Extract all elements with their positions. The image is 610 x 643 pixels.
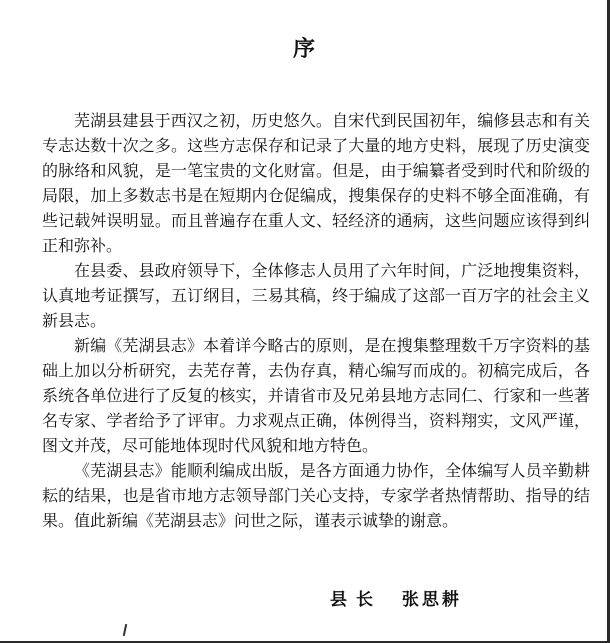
paragraph-2: 在县委、县政府领导下，全体修志人员用了六年时间，广泛地搜集资料，认真地考证撰写，五订纲目，三易其稿，终于编成了这部一百万字的社会主义新县志。 — [42, 261, 590, 330]
signature-name: 张思耕 — [401, 590, 462, 610]
signature-role: 县长 — [330, 590, 382, 610]
paragraph-1: 芜湖县建县于西汉之初，历史悠久。自宋代到民国初年，编修县志和有关专志达数十次之多。这些方志保存和记录了大量的地方史料，展现了历史演变的脉络和风貌，是一笔宝贵的文化财富。但是，由于编纂者受到时代和阶级的局限，加上多数志书是在短期内仓促编成，搜集保存的史料不够全面准确，有些记载舛误明显。而且普遍存在重人文、轻经济的通病，这些问题应该得到纠正和弥补。 — [42, 111, 590, 255]
paragraph-3: 新编《芜湖县志》本着详今略古的原则，是在搜集整理数千万字资料的基础上加以分析研究，去芜存菁，去伪存真，精心编写而成的。初稿完成后，各系统各单位进行了反复的核实，并请省市及兄弟县地方志同仁、行家和一些著名专家、学者给予了评审。力求观点正确，体例得当，资料翔实，文风严谨，图文并茂，尽可能地体现时代风貌和地方特色。 — [42, 336, 590, 455]
scan-mark — [123, 624, 127, 636]
signature — [330, 585, 462, 610]
paragraph-4: 《芜湖县志》能顺利编成出版，是各方面通力协作，全体编写人员辛勤耕耘的结果，也是省市地方志领导部门关心支持，专家学者热情帮助、指导的结果。值此新编《芜湖县志》问世之际，谨表示诚挚的谢意。 — [42, 461, 590, 530]
page-title: 序 — [292, 36, 317, 62]
preface-body — [42, 108, 590, 533]
